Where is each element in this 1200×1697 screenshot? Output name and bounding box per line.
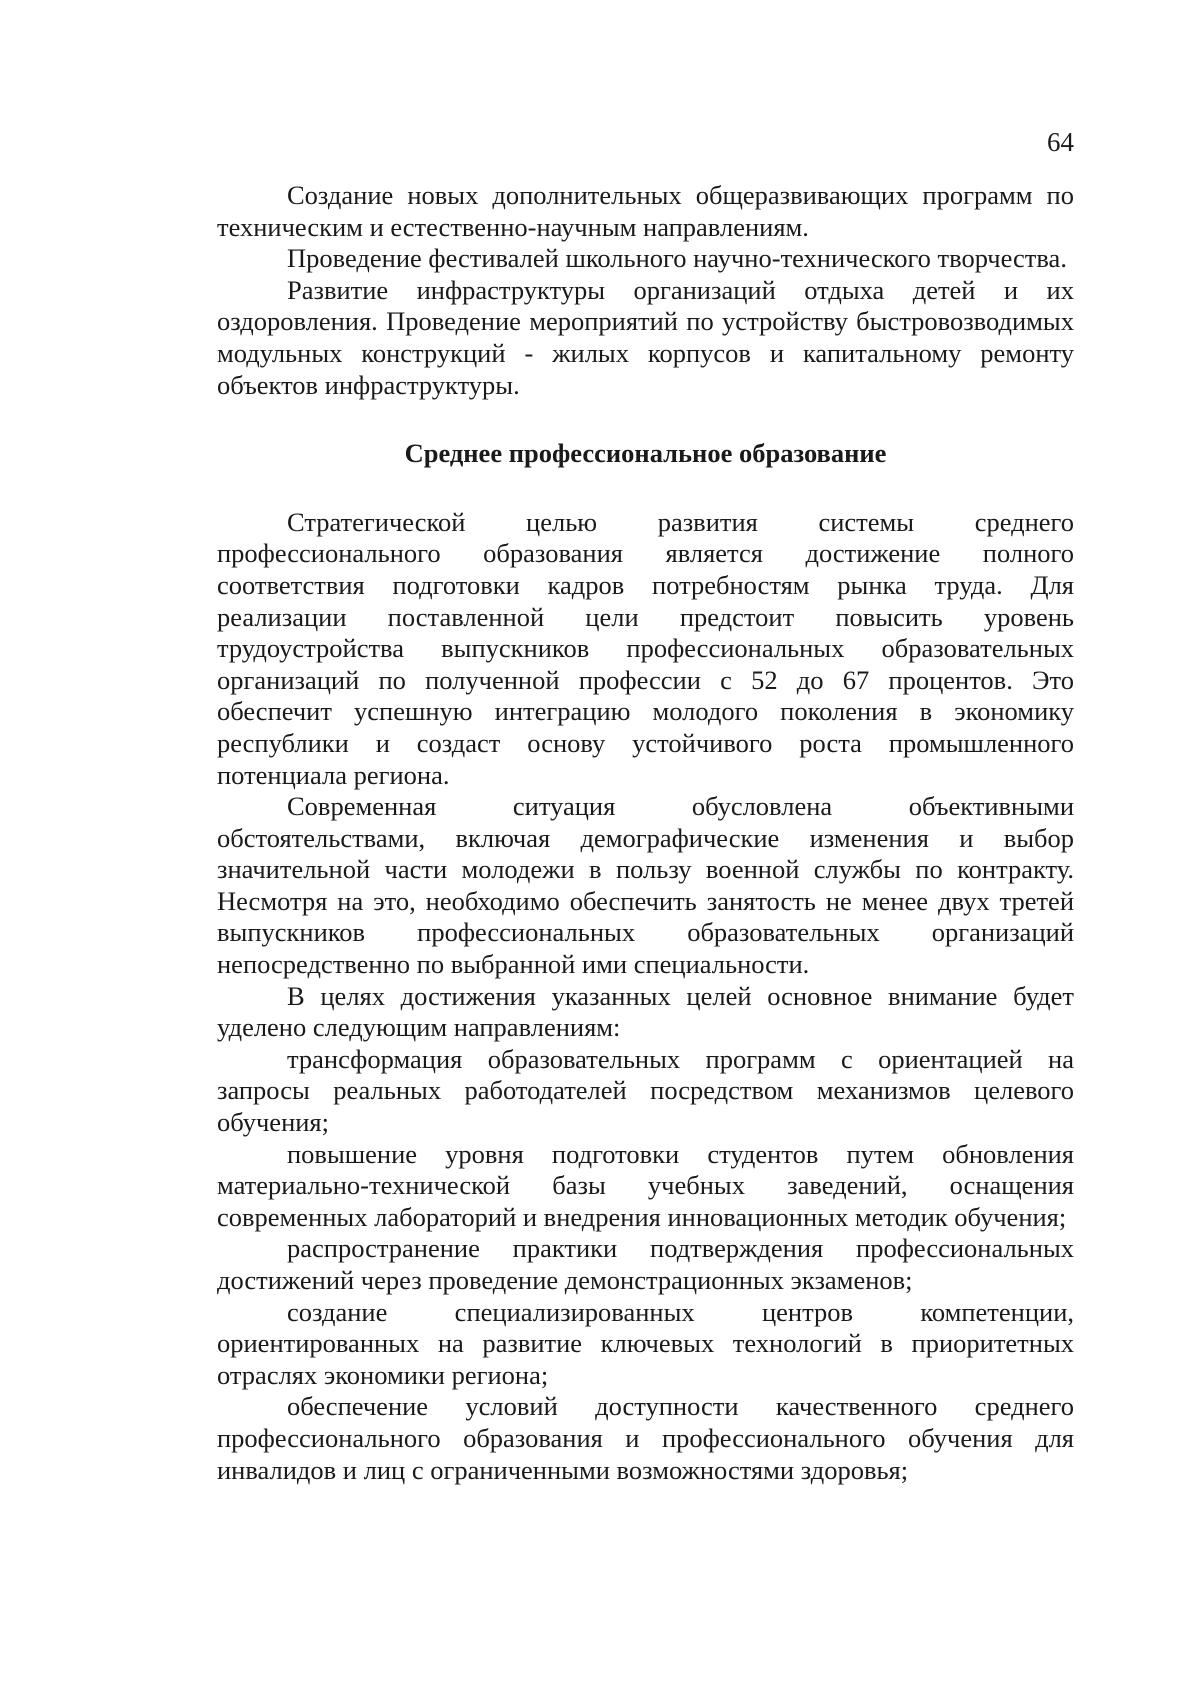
paragraph-festivals: Проведение фестивалей школьного научно-технического творчества. <box>287 243 1067 274</box>
paragraph-recreation-infrastructure: Развитие инфраструктуры организаций отдыха детей и их оздоровления. Проведение мероприятий по устройству быстровозводимых модульных конструкций - жилых корпусов и капитальному ремонту объектов инфраструктуры. <box>217 274 1074 400</box>
list-item-demo-exams: распространение практики подтверждения профессиональных достижений через проведение демонстрационных экзаменов; <box>217 1233 1074 1295</box>
list-item-accessibility: обеспечение условий доступности качественного среднего профессионального образования и профессионального обучения для инвалидов и лиц с ограниченными возможностями здоровья; <box>217 1391 1074 1485</box>
list-item-training-quality: повышение уровня подготовки студентов путем обновления материально-технической базы учебных заведений, оснащения современных лабораторий и внедрения инновационных методик обучения; <box>217 1138 1074 1232</box>
paragraph-new-programs: Создание новых дополнительных общеразвивающих программ по техническим и естественно-научным направлениям. <box>217 180 1074 242</box>
paragraph-strategic-goal: Стратегической целью развития системы среднего профессионального образования является достижение полного соответствия подготовки кадров потребностям рынка труда. Для реализации поставленной цели предстоит повысить уровень трудоустройства выпускников профессиональных образовательных организаций по полученной профессии с 52 до 67 процентов. Это обеспечит успешную интеграцию молодого поколения в экономику республики и создаст основу устойчивого роста промышленного потенциала региона. <box>217 506 1074 790</box>
page-number: 64 <box>1047 127 1074 157</box>
document-body <box>217 180 1074 1486</box>
paragraph-directions-intro: В целях достижения указанных целей основное внимание будет уделено следующим направлениям: <box>217 980 1074 1043</box>
paragraph-current-situation: Современная ситуация обусловлена объективными обстоятельствами, включая демографические изменения и выбор значительной части молодежи в пользу военной службы по контракту. Несмотря на это, необходимо обеспечить занятость не менее двух третей выпускников профессиональных образовательных организаций непосредственно по выбранной ими специальности. <box>217 791 1074 980</box>
document-page <box>217 0 1074 1697</box>
list-item-competence-centers: создание специализированных центров компетенции, ориентированных на развитие ключевых технологий в приоритетных отраслях экономики региона; <box>217 1296 1074 1390</box>
list-item-program-transformation: трансформация образовательных программ с ориентацией на запросы реальных работодателей посредством механизмов целевого обучения; <box>217 1043 1074 1138</box>
section-heading: Среднее профессиональное образование <box>404 438 887 469</box>
